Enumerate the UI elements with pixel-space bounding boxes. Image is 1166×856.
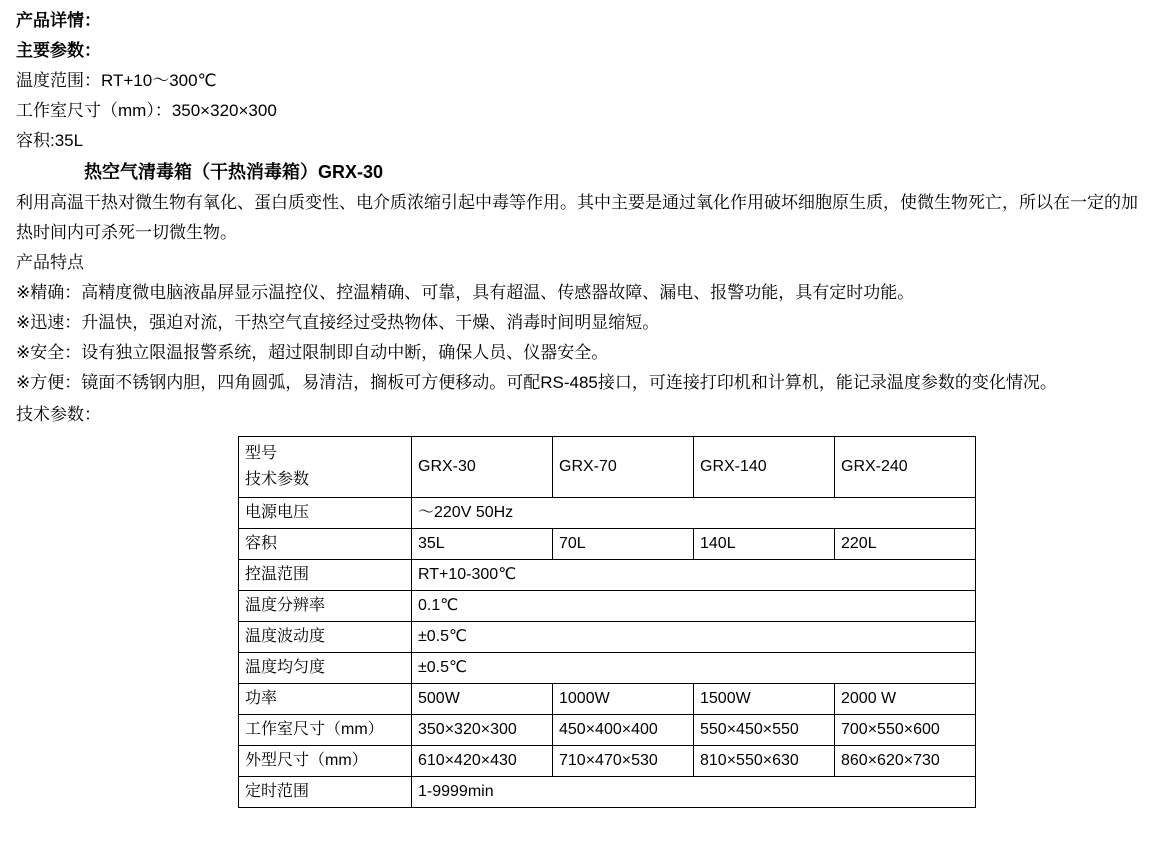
row-value: 2000 W xyxy=(835,684,976,715)
table-row xyxy=(239,560,976,591)
product-title: 热空气清毒箱（干热消毒箱）GRX-30 xyxy=(84,162,384,182)
row-label: 定时范围 xyxy=(239,777,412,808)
row-label: 电源电压 xyxy=(239,498,412,529)
row-label: 温度分辨率 xyxy=(239,591,412,622)
row-value: 350×320×300 xyxy=(412,715,553,746)
row-label: 温度波动度 xyxy=(239,622,412,653)
feature-convenience: ※方便：镜面不锈钢内胆，四角圆弧，易清洁，搁板可方便移动。可配RS-485接口，可连接打印机和计算机，能记录温度参数的变化情况。 xyxy=(16,373,1057,392)
table-header-grx30: GRX-30 xyxy=(412,437,553,498)
table-header-model-cell xyxy=(239,437,412,498)
row-value: 710×470×530 xyxy=(553,746,694,777)
row-value: RT+10-300℃ xyxy=(412,560,976,591)
tech-params-label: 技术参数： xyxy=(16,405,101,424)
table-row xyxy=(239,529,976,560)
row-value: 70L xyxy=(553,529,694,560)
row-value: 220L xyxy=(835,529,976,560)
row-value: 450×400×400 xyxy=(553,715,694,746)
product-description: 利用高温干热对微生物有氧化、蛋白质变性、电介质浓缩引起中毒等作用。其中主要是通过氧化作用破坏细胞原生质，使微生物死亡，所以在一定的加热时间内可杀死一切微生物。 xyxy=(16,193,1138,242)
row-value: 610×420×430 xyxy=(412,746,553,777)
table-row xyxy=(239,591,976,622)
table-row xyxy=(239,498,976,529)
row-label: 功率 xyxy=(239,684,412,715)
section-title-main-params: 主要参数： xyxy=(16,41,101,60)
row-value: 0.1℃ xyxy=(412,591,976,622)
row-label: 温度均匀度 xyxy=(239,653,412,684)
param-temperature-range: 温度范围：RT+10～300℃ xyxy=(16,71,217,90)
table-row xyxy=(239,653,976,684)
row-value: 700×550×600 xyxy=(835,715,976,746)
specification-table xyxy=(238,436,976,808)
row-label: 控温范围 xyxy=(239,560,412,591)
row-label: 外型尺寸（mm） xyxy=(239,746,412,777)
row-value: 810×550×630 xyxy=(694,746,835,777)
features-label: 产品特点 xyxy=(16,253,84,272)
header-techparam-label: 技术参数 xyxy=(245,471,310,488)
table-row xyxy=(239,746,976,777)
table-header-grx140: GRX-140 xyxy=(694,437,835,498)
row-value: 35L xyxy=(412,529,553,560)
table-row xyxy=(239,715,976,746)
param-chamber-size: 工作室尺寸（mm）：350×320×300 xyxy=(16,101,277,120)
table-header-grx240: GRX-240 xyxy=(835,437,976,498)
row-value: 550×450×550 xyxy=(694,715,835,746)
table-row xyxy=(239,684,976,715)
table-header-grx70: GRX-70 xyxy=(553,437,694,498)
param-volume: 容积:35L xyxy=(16,131,84,150)
page-title: 产品详情： xyxy=(16,11,101,30)
row-label: 工作室尺寸（mm） xyxy=(239,715,412,746)
table-row xyxy=(239,622,976,653)
row-value: 500W xyxy=(412,684,553,715)
row-value: ～220V 50Hz xyxy=(412,498,976,529)
feature-speed: ※迅速：升温快，强迫对流，干热空气直接经过受热物体、干燥、消毒时间明显缩短。 xyxy=(16,313,660,332)
row-value: 140L xyxy=(694,529,835,560)
row-label: 容积 xyxy=(239,529,412,560)
row-value: ±0.5℃ xyxy=(412,622,976,653)
row-value: 860×620×730 xyxy=(835,746,976,777)
feature-accuracy: ※精确：高精度微电脑液晶屏显示温控仪、控温精确、可靠，具有超温、传感器故障、漏电、报警功能，具有定时功能。 xyxy=(16,283,915,302)
row-value: 1000W xyxy=(553,684,694,715)
feature-safety: ※安全：设有独立限温报警系统，超过限制即自动中断，确保人员、仪器安全。 xyxy=(16,343,609,362)
header-model-label: 型号 xyxy=(245,445,278,462)
row-value: ±0.5℃ xyxy=(412,653,976,684)
row-value: 1500W xyxy=(694,684,835,715)
table-row xyxy=(239,777,976,808)
table-header-row xyxy=(239,437,976,498)
row-value: 1-9999min xyxy=(412,777,976,808)
